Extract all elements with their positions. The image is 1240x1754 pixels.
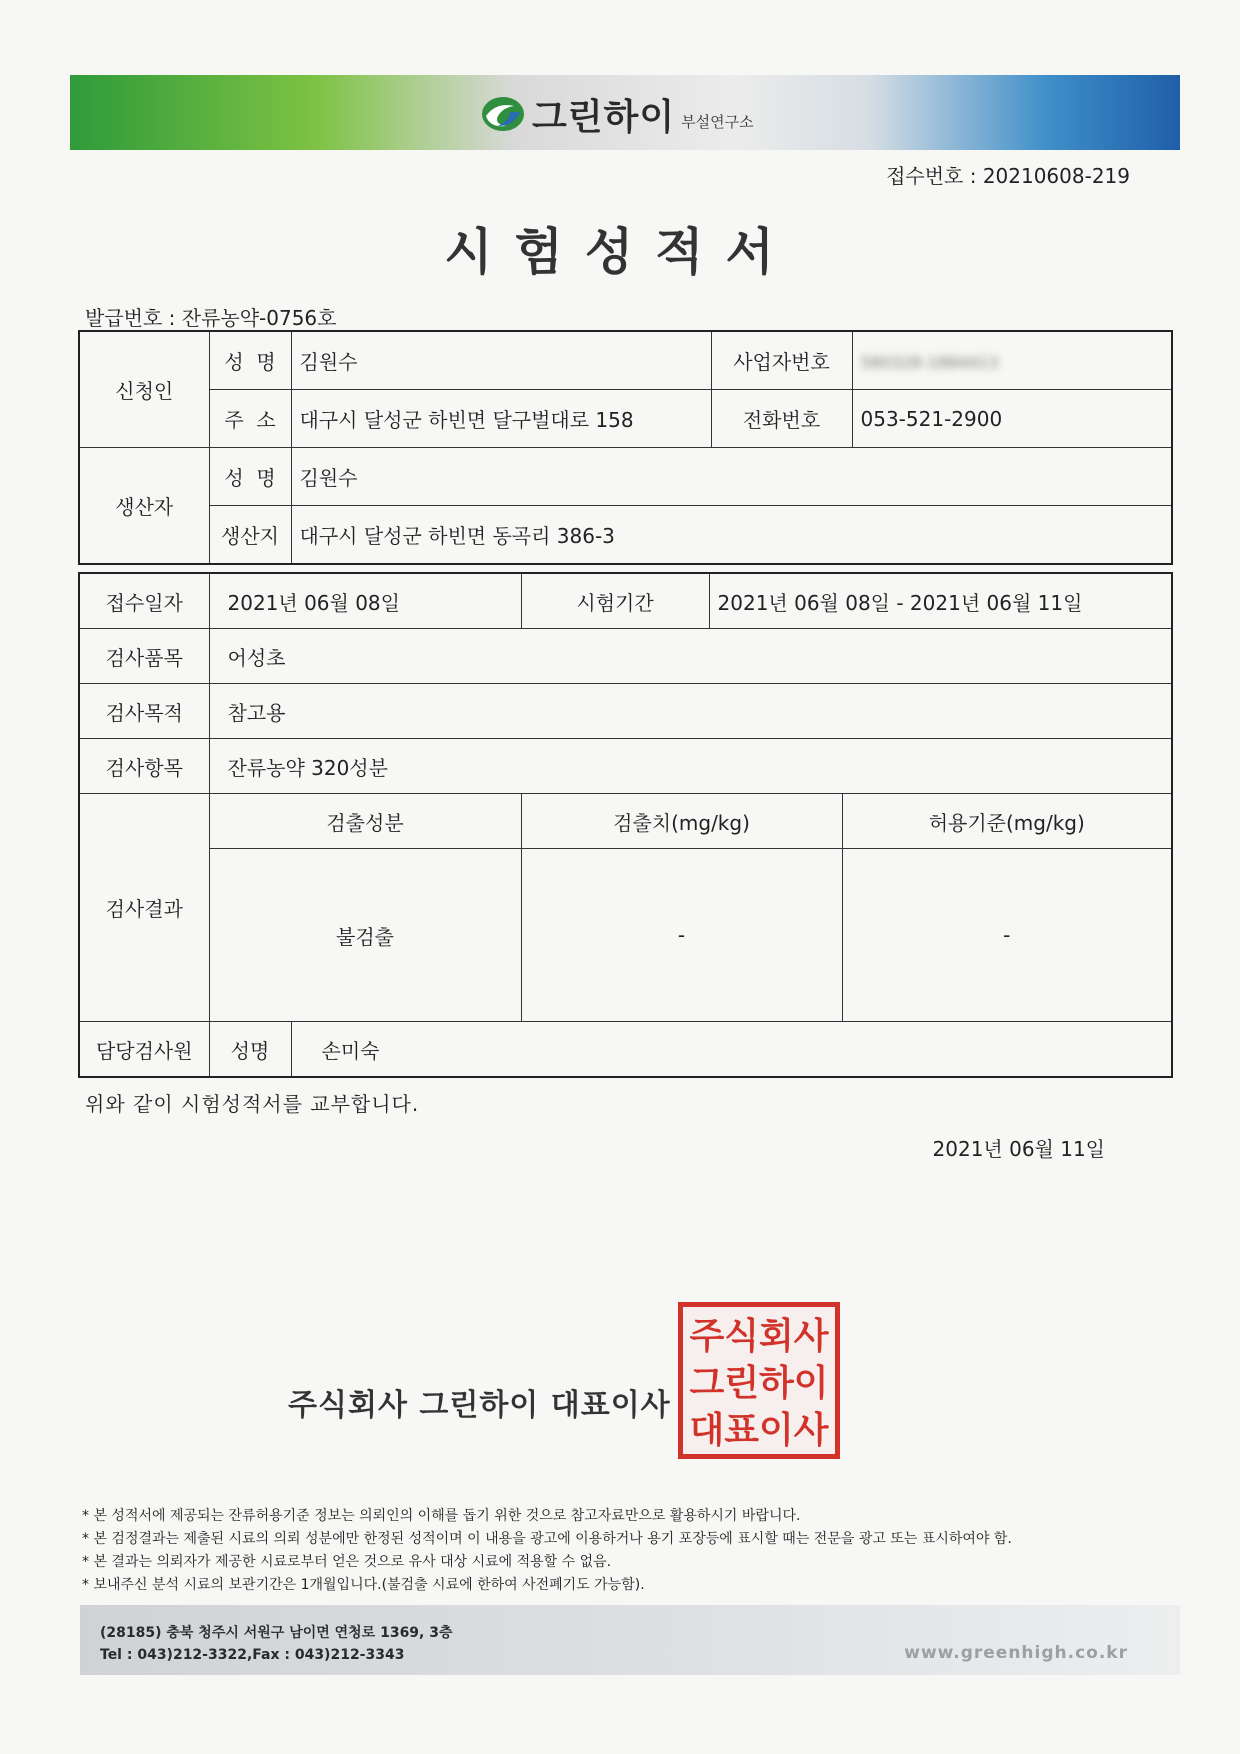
footer-contact: Tel : 043)212-3322,Fax : 043)212-3343 [100, 1647, 405, 1663]
purpose-value: 참고용 [209, 684, 1172, 739]
footer-website-link[interactable]: www.greenhigh.co.kr [904, 1643, 1128, 1663]
table-row [79, 448, 1172, 506]
footer-address: (28185) 충북 청주시 서원구 남이면 연청로 1369, 3층 [100, 1625, 453, 1641]
table-row [79, 1022, 1172, 1078]
phone-label: 전화번호 [711, 390, 852, 448]
received-date: 2021년 06월 08일 [209, 573, 521, 629]
issue-notice: 위와 같이 시험성적서를 교부합니다. [85, 1092, 420, 1116]
logo-text: 그린하이 [532, 96, 676, 138]
result-component: 불검출 [209, 849, 521, 1022]
footnote: * 본 성적서에 제공되는 잔류허용기준 정보는 의뢰인의 이해를 돕기 위한 것으로 참고자료만으로 활용하시기 바랍니다. [82, 1508, 801, 1524]
footnote: * 본 결과는 의뢰자가 제공한 시료로부터 얻은 것으로 유사 대상 시료에 적용할 수 없음. [82, 1554, 612, 1570]
producer-origin: 대구시 달성군 하빈면 동곡리 386-3 [291, 506, 1172, 565]
table-row [79, 849, 1172, 1022]
col-detected-header: 검출치(mg/kg) [521, 794, 842, 849]
test-period: 2021년 06월 08일 - 2021년 06월 11일 [709, 573, 1172, 629]
company-logo [480, 90, 754, 138]
receipt-number [886, 160, 1130, 189]
receipt-value: 20210608-219 [982, 164, 1130, 188]
result-label: 검사결과 [79, 794, 209, 1022]
table-row [79, 629, 1172, 684]
issue-value: 잔류농약-0756호 [181, 306, 337, 330]
purpose-label: 검사목적 [79, 684, 209, 739]
biz-number-label: 사업자번호 [711, 331, 852, 390]
company-seal [678, 1302, 840, 1459]
test-period-label: 시험기간 [521, 573, 709, 629]
producer-section-label: 생산자 [79, 448, 209, 565]
test-table [78, 572, 1173, 1078]
receipt-label: 접수번호 : [886, 164, 977, 188]
table-row [79, 739, 1172, 794]
issue-date: 2021년 06월 11일 [932, 1137, 1105, 1161]
applicant-section-label: 신청인 [79, 331, 209, 448]
page-title: 시험성적서 [444, 223, 796, 281]
table-row [79, 794, 1172, 849]
inspector-name: 손미숙 [291, 1022, 1172, 1078]
table-row [79, 390, 1172, 448]
issue-number [85, 302, 336, 331]
table-row [79, 684, 1172, 739]
applicant-address-label: 주 소 [209, 390, 291, 448]
inspector-label: 담당검사원 [79, 1022, 209, 1078]
footnote: * 보내주신 분석 시료의 보관기간은 1개월입니다.(불검출 시료에 한하여 사전폐기도 가능함). [82, 1577, 645, 1593]
biz-number-blurred: 580328-1884413 [860, 352, 999, 372]
item-value: 어성초 [209, 629, 1172, 684]
footnote: * 본 검정결과는 제출된 시료의 의뢰 성분에만 한정된 성적이며 이 내용을 광고에 이용하거나 용기 포장등에 표시할 때는 전문을 광고 또는 표시하여야 함. [82, 1531, 1012, 1547]
producer-name-label: 성 명 [209, 448, 291, 506]
footnotes [82, 1505, 1012, 1597]
received-date-label: 접수일자 [79, 573, 209, 629]
logo-subtitle: 부설연구소 [681, 112, 754, 131]
table-row [79, 573, 1172, 629]
logo-swirl-icon [480, 94, 526, 134]
applicant-address: 대구시 달성군 하빈면 달구벌대로 158 [291, 390, 711, 448]
phone-value: 053-521-2900 [852, 390, 1172, 448]
producer-origin-label: 생산지 [209, 506, 291, 565]
applicant-name-label: 성 명 [209, 331, 291, 390]
item-label: 검사품목 [79, 629, 209, 684]
inspector-name-label: 성명 [209, 1022, 291, 1078]
signer-name: 주식회사 그린하이 대표이사 [288, 1388, 671, 1423]
seal-text: 주식회사그린하이대표이사 [689, 1316, 829, 1451]
applicant-name: 김원수 [291, 331, 711, 390]
applicant-table [78, 330, 1173, 565]
table-row [79, 331, 1172, 390]
issue-label: 발급번호 : [85, 306, 176, 330]
result-limit: - [842, 849, 1172, 1022]
biz-number-value [852, 331, 1172, 390]
col-component-header: 검출성분 [209, 794, 521, 849]
producer-name: 김원수 [291, 448, 1172, 506]
scope-label: 검사항목 [79, 739, 209, 794]
table-row [79, 506, 1172, 565]
col-limit-header: 허용기준(mg/kg) [842, 794, 1172, 849]
scope-value: 잔류농약 320성분 [209, 739, 1172, 794]
result-detected: - [521, 849, 842, 1022]
